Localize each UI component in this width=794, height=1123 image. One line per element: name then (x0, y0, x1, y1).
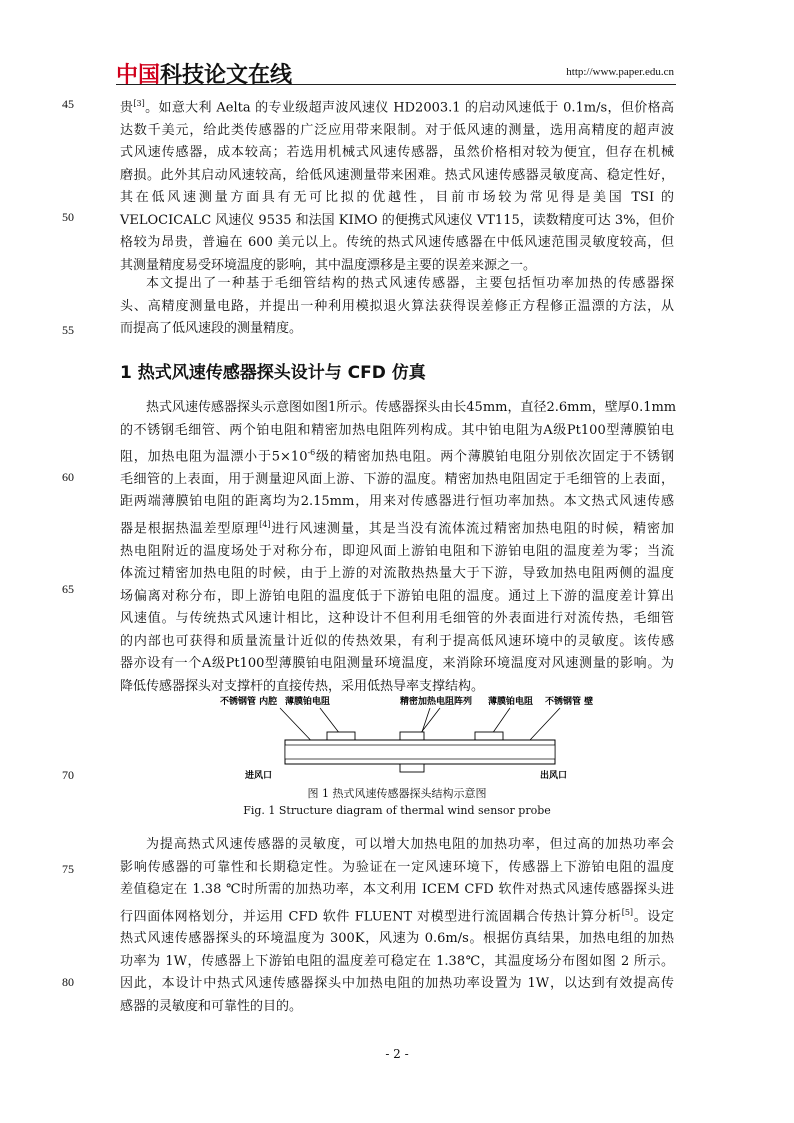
label-pt-film: 薄膜铂电阻 (285, 697, 331, 707)
text-line: 本文提出了一种基于毛细管结构的热式风速传感器，主要包括恒功率加热的传感器探 (146, 276, 674, 291)
text-line: 行四面体网格划分，并运用 CFD 软件 FLUENT 对模型进行流固耦合传热计算分析[5]。设定 (120, 907, 674, 924)
text-line: 头、高精度测量电路，并提出一种利用模拟退火算法获得误差修正方程修正温漂的方法，从 (120, 298, 674, 314)
text-line: 热式风速传感器探头示意图如图1所示。传感器探头由长45mm，直径2.6mm，壁厚0.1mm (146, 400, 677, 415)
text-line: 降低传感器探头对支撑杆的直接传热，采用低热导率支撑结构。 (120, 678, 485, 694)
figure-caption-cn: 图 1 热式风速传感器探头结构示意图 (307, 787, 487, 800)
text-line: 感器的灵敏度和可靠性的目的。 (120, 998, 303, 1014)
paragraph-1 (120, 93, 674, 277)
heater-resistor-bottom (400, 764, 424, 772)
text-line: 影响传感器的可靠性和长期稳定性。为验证在一定风速环境下，传感器上下游铂电阻的温度 (120, 859, 674, 875)
probe-structure-diagram (220, 690, 594, 790)
logo-black-text: 科技论文在线 (160, 63, 293, 88)
section-heading: 1 热式风速传感器探头设计与 CFD 仿真 (120, 363, 426, 383)
leader-line (530, 708, 560, 740)
label-pt-film-2: 薄膜铂电阻 (488, 697, 534, 707)
text-line: 器亦设有一个A级Pt100型薄膜铂电阻测量环境温度，来消除环境温度对风速测量的影响。为 (120, 656, 674, 672)
pt-resistor-downstream (475, 732, 503, 740)
text-line: 热电阻附近的温度场处于对称分布，即迎风面上游铂电阻和下游铂电阻的温度差为零；当流 (120, 543, 674, 559)
heater-resistor (400, 732, 424, 740)
line-number: 50 (62, 210, 74, 224)
text-line: 功率为 1W，传感器上下游铂电阻的温度差可稳定在 1.38℃，其温度场分布图如图 2 所示。 (120, 953, 674, 969)
leader-line (492, 708, 510, 734)
line-number: 60 (62, 470, 74, 484)
text-line: 差值稳定在 1.38 ℃时所需的加热功率，本文利用 ICEM CFD 软件对热式风速传感器探头进 (120, 882, 674, 897)
text-line: 达数千美元，给此类传感器的广泛应用带来限制。对于低风速的测量，选用高精度的超声波 (120, 122, 674, 138)
text-line: 其在低风速测量方面具有无可比拟的优越性，目前市场较为常见得是美国 TSI 的 (120, 190, 674, 206)
line-number: 75 (62, 862, 74, 876)
text-line: 磨损。此外其启动风速较高，给低风速测量带来困难。热式风速传感器灵敏度高、稳定性好， (120, 167, 674, 183)
label-heater-array: 精密加热电阻阵列 (400, 697, 473, 707)
text-line: 毛细管的上表面，用于测量迎风面上游、下游的温度。精密加热电阻固定于毛细管的上表面， (120, 471, 674, 487)
label-outlet: 出风口 (540, 771, 568, 781)
paragraph-4 (120, 834, 674, 1018)
text-line: 阻，加热电阻为温漂小于$5\times 10^{-6}$级的精密加热电阻。两个薄膜铂电阻分别依次固定于不锈钢 (120, 448, 674, 465)
leader-line (420, 708, 440, 734)
paragraph-2 (120, 273, 674, 341)
page-number: - 2 - (385, 1047, 409, 1061)
text-line: 的内部也可获得和质量流量计近似的传热效果，有利于提高低风速环境中的灵敏度。该传感 (120, 633, 674, 649)
label-tube-inner: 不锈钢管 内腔 (220, 697, 278, 707)
header-url[interactable]: http://www.paper.edu.cn (566, 66, 674, 78)
paragraph-3 (120, 397, 677, 698)
label-inlet: 进风口 (245, 771, 273, 781)
line-number: 80 (62, 975, 74, 989)
line-number: 45 (62, 97, 74, 111)
text-line: 格较为昂贵，普遍在 600 美元以上。传统的热式风速传感器在中低风速范围灵敏度较高，但 (120, 235, 674, 251)
text-line: VELOCICALC 风速仪 9535 和法国 KIMO 的便携式风速仪 VT115，读数精度可达 3%，但价 (120, 212, 675, 228)
text-line: 器是根据热温差型原理[4]进行风速测量，其是当没有流体流过精密加热电阻的时候，精密加 (120, 519, 674, 537)
header-rule (116, 84, 676, 85)
text-line: 因此，本设计中热式风速传感器探头中加热电阻的加热功率设置为 1W，以达到有效提高传 (120, 976, 674, 992)
text-line: 距两端薄膜铂电阻的距离均为2.15mm，用来对传感器进行恒功率加热。本文热式风速传感 (120, 494, 674, 510)
text-line: 的不锈钢毛细管、两个铂电阻和精密加热电阻阵列构成。其中铂电阻为A级Pt100型薄膜铂电 (120, 422, 674, 438)
text-line: 场偏离对称分布，即上游铂电阻的温度低于下游铂电阻的温度。通过上下游的温度差计算出 (120, 588, 674, 604)
pt-resistor-upstream (327, 732, 355, 740)
text-line: 为提高热式风速传感器的灵敏度，可以增大加热电阻的加热功率，但过高的加热功率会 (146, 837, 674, 852)
text-line: 式风速传感器，成本较高；若选用机械式风速传感器，虽然价格相对较为便宜，但存在机械 (120, 145, 674, 161)
text-line: 贵[3]。如意大利 Aelta 的专业级超声波风速仪 HD2003.1 的启动风速低于 0.1m/s，但价格高 (120, 99, 674, 116)
text-line: 而提高了低风速段的测量精度。 (120, 321, 303, 336)
figure-caption-en: Fig. 1 Structure diagram of thermal wind sensor probe (243, 804, 551, 817)
text-line: 其测量精度易受环境温度的影响，其中温度漂移是主要的误差来源之一。 (120, 257, 537, 273)
logo-red-text: 中国 (116, 63, 161, 88)
line-number: 65 (62, 582, 74, 596)
line-number: 70 (62, 768, 74, 782)
text-line: 风速值。与传统热式风速计相比，这种设计不但利用毛细管的外表面进行对流传热，毛细管 (120, 611, 674, 627)
leader-line (320, 708, 340, 734)
capillary-inner (285, 745, 555, 759)
text-line: 热式风速传感器探头的环境温度为 300K，风速为 0.6m/s。根据仿真结果，加热电组的加热 (120, 931, 674, 947)
label-tube-wall: 不锈钢管 壁 (545, 697, 594, 707)
line-number: 55 (62, 323, 74, 337)
text-line: 体流过精密加热电阻的时候，由于上游的对流散热热量大于下游，导致加热电阻两侧的温度 (120, 566, 674, 582)
